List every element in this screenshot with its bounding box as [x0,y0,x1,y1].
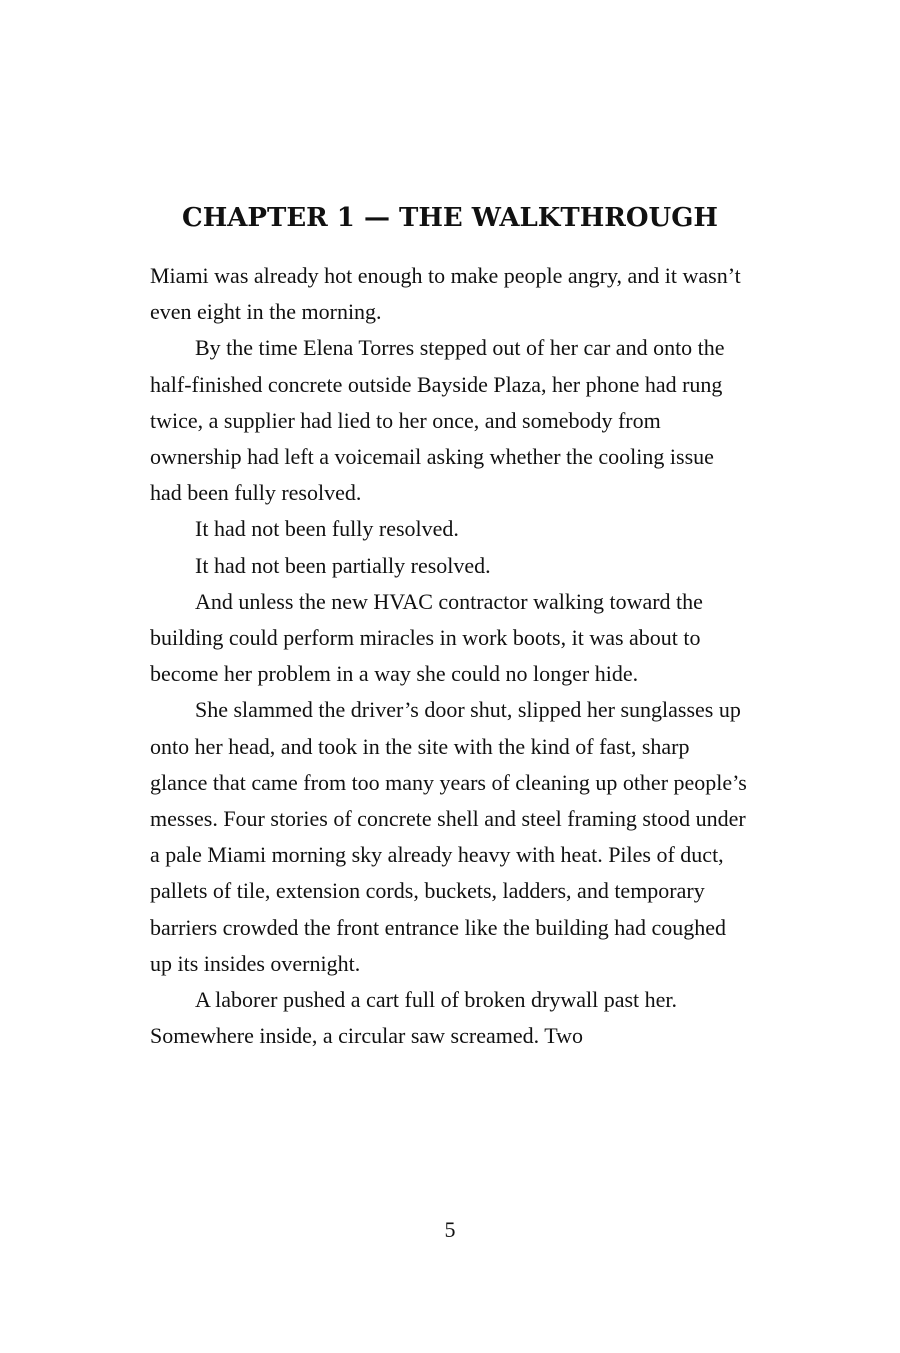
paragraph: A laborer pushed a cart full of broken drywall past her. Somewhere inside, a circular saw screamed. Two [150,987,678,1049]
chapter-body [150,258,750,1054]
book-page [150,200,750,1054]
paragraph: By the time Elena Torres stepped out of her car and onto the half-finished concrete outside Bayside Plaza, her phone had rung twice, a supplier had lied to her once, and somebody from ownership had left a voicemail asking whether the cooling issue had been fully resolved. [150,335,725,506]
page-number: 5 [444,1217,456,1242]
paragraph: It had not been fully resolved. [195,516,459,542]
chapter-title: CHAPTER 1 — THE WALKTHROUGH [182,203,718,233]
paragraph: Miami was already hot enough to make people angry, and it wasn’t even eight in the morning. [150,263,741,325]
paragraph: She slammed the driver’s door shut, slipped her sunglasses up onto her head, and took in the site with the kind of fast, sharp glance that came from too many years of cleaning up other people’s messes. Four stories of concrete shell and steel framing stood under a pale Miami morning sky already heavy with heat. Piles of duct, pallets of tile, extension cords, buckets, ladders, and temporary barriers crowded the front entrance like the building had coughed up its insides overnight. [150,697,747,976]
paragraph: It had not been partially resolved. [195,552,491,578]
paragraph: And unless the new HVAC contractor walking toward the building could perform miracles in work boots, it was about to become her problem in a way she could no longer hide. [150,588,703,687]
